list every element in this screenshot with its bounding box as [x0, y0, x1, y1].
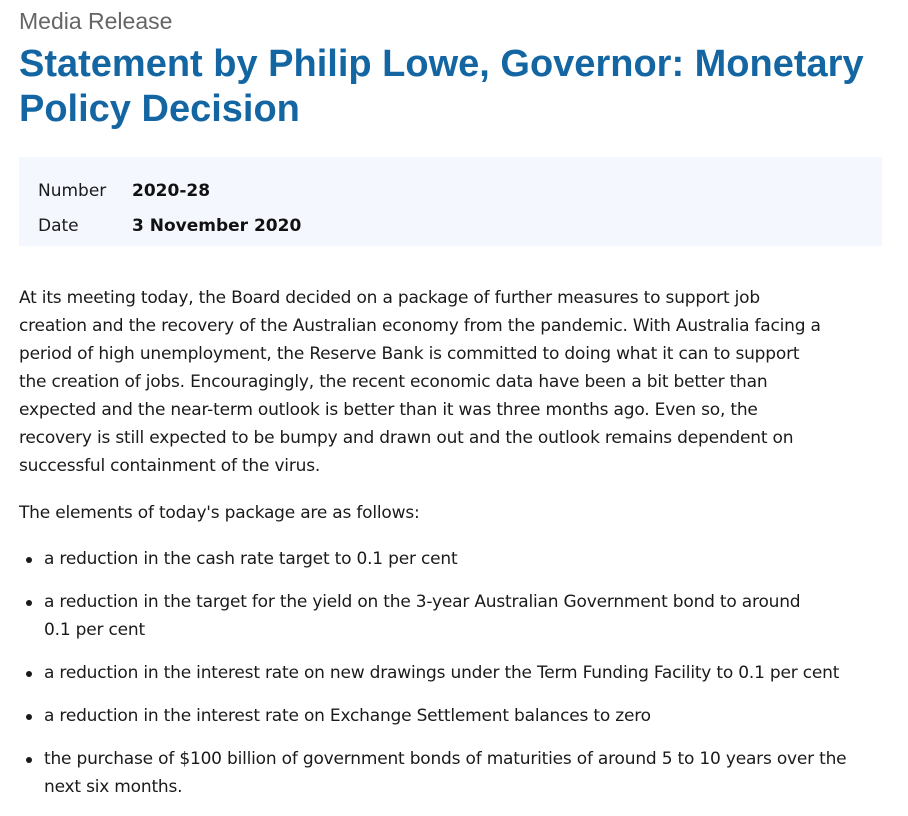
list-item: the purchase of $100 billion of government bonds of maturities of around 5 to 10 years over the next six months. [19, 745, 859, 801]
meta-row-number [38, 173, 882, 208]
page-title: Statement by Philip Lowe, Governor: Monetary Policy Decision [19, 43, 864, 130]
package-intro-paragraph: The elements of today's package are as follows: [19, 503, 420, 523]
list-item: a reduction in the target for the yield on the 3-year Australian Government bond to around 0.1 per cent [19, 588, 824, 644]
list-item: a reduction in the interest rate on Exchange Settlement balances to zero [19, 702, 859, 730]
number-value: 2020-28 [132, 180, 211, 201]
release-type-label: Media Release [19, 8, 173, 34]
number-label: Number [38, 180, 107, 201]
release-meta-box [19, 157, 882, 246]
date-value: 3 November 2020 [132, 215, 302, 236]
intro-paragraph: At its meeting today, the Board decided on a package of further measures to support job creation and the recovery of the Australian economy from the pandemic. With Australia facing a period of high unemployment, the Reserve Bank is committed to doing what it can to support the creation of jobs. Encouragingly, the recent economic data have been a bit better than expected and the near-term outlook is better than it was three months ago. Even so, the recovery is still expected to be bumpy and drawn out and the outlook remains dependent on successful containment of the virus. [19, 288, 821, 476]
measures-list [19, 545, 859, 801]
list-item: a reduction in the interest rate on new drawings under the Term Funding Facility to 0.1 per cent [19, 659, 859, 687]
list-item: a reduction in the cash rate target to 0.1 per cent [19, 545, 859, 573]
date-label: Date [38, 215, 79, 236]
meta-row-date [38, 208, 882, 243]
release-body [19, 284, 849, 816]
